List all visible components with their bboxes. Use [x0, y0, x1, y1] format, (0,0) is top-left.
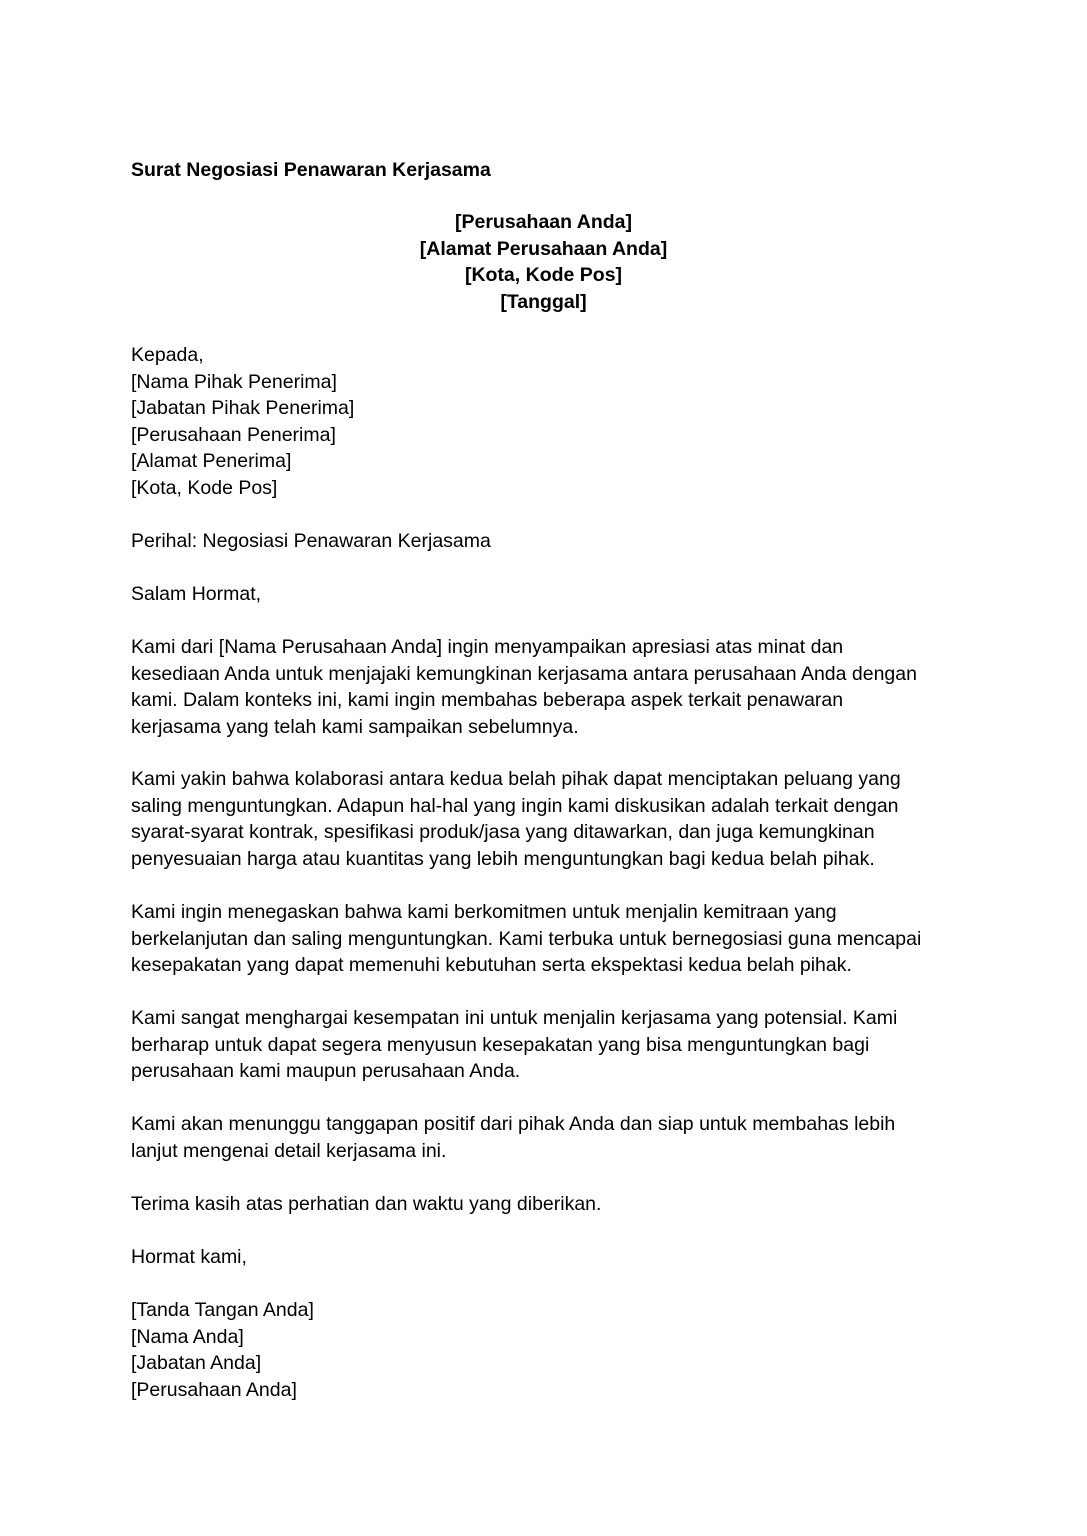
sender-address: [Alamat Perusahaan Anda] [419, 237, 668, 260]
paragraph-line: berkelanjutan dan saling menguntungkan. Kami terbuka untuk bernegosiasi guna mencapai [131, 927, 922, 950]
letter-date: [Tanggal] [500, 290, 587, 313]
document-title: Surat Negosiasi Penawaran Kerjasama [131, 159, 491, 181]
paragraph-line: lanjut mengenai detail kerjasama ini. [131, 1139, 447, 1162]
sender-company: [Perusahaan Anda] [455, 211, 632, 233]
body-paragraph [131, 899, 961, 979]
recipient-to: Kepada, [131, 344, 204, 366]
recipient-address: [Alamat Penerima] [131, 450, 292, 472]
sender-city: [Kota, Kode Pos] [464, 264, 623, 286]
paragraph-line: perusahaan kami maupun perusahaan Anda. [131, 1060, 521, 1082]
body-paragraph [131, 1191, 961, 1218]
paragraph-line: Kami dari [Nama Perusahaan Anda] ingin menyampaikan apresiasi atas minat dan [131, 636, 844, 658]
body-paragraph [131, 1111, 961, 1164]
body-paragraph [131, 766, 961, 872]
body-paragraph [131, 1005, 961, 1085]
signature-block [131, 1297, 961, 1403]
letter-subject: Perihal: Negosiasi Penawaran Kerjasama [131, 530, 491, 552]
paragraph-line: saling menguntungkan. Adapun hal-hal yang ingin kami diskusikan adalah terkait dengan [131, 794, 899, 817]
recipient-city: [Kota, Kode Pos] [131, 476, 278, 499]
paragraph-line: kami. Dalam konteks ini, kami ingin membahas beberapa aspek terkait penawaran [131, 689, 844, 711]
paragraph-line: Kami ingin menegaskan bahwa kami berkomitmen untuk menjalin kemitraan yang [131, 901, 837, 923]
paragraph-line: Terima kasih atas perhatian dan waktu yang diberikan. [131, 1193, 602, 1215]
body-paragraph [131, 634, 961, 740]
signer-position: [Jabatan Anda] [131, 1352, 262, 1374]
paragraph-line: Kami yakin bahwa kolaborasi antara kedua belah pihak dapat menciptakan peluang yang [131, 768, 901, 790]
paragraph-line: berharap untuk dapat segera menyusun kesepakatan yang bisa menguntungkan bagi [131, 1033, 870, 1056]
recipient-block [131, 342, 961, 501]
signature-placeholder: [Tanda Tangan Anda] [131, 1299, 314, 1321]
letter-closing: Hormat kami, [131, 1246, 247, 1268]
paragraph-line: Kami sangat menghargai kesempatan ini untuk menjalin kerjasama yang potensial. Kami [131, 1007, 898, 1029]
signer-name: [Nama Anda] [131, 1325, 244, 1348]
recipient-position: [Jabatan Pihak Penerima] [131, 397, 355, 419]
paragraph-line: kesepakatan yang dapat memenuhi kebutuhan serta ekspektasi kedua belah pihak. [131, 954, 852, 976]
paragraph-line: penyesuaian harga atau kuantitas yang lebih menguntungkan bagi kedua belah pihak. [131, 847, 875, 870]
signer-company: [Perusahaan Anda] [131, 1378, 297, 1401]
recipient-name: [Nama Pihak Penerima] [131, 370, 337, 393]
letter-greeting: Salam Hormat, [131, 583, 262, 605]
paragraph-line: Kami akan menunggu tanggapan positif dari pihak Anda dan siap untuk membahas lebih [131, 1113, 896, 1135]
paragraph-line: kesediaan Anda untuk menjajaki kemungkinan kerjasama antara perusahaan Anda dengan [131, 662, 917, 685]
recipient-company: [Perusahaan Penerima] [131, 423, 336, 446]
paragraph-line: kerjasama yang telah kami sampaikan sebelumnya. [131, 715, 579, 738]
paragraph-line: syarat-syarat kontrak, spesifikasi produk/jasa yang ditawarkan, dan juga kemungkinan [131, 821, 875, 843]
sender-header [0, 209, 1087, 315]
